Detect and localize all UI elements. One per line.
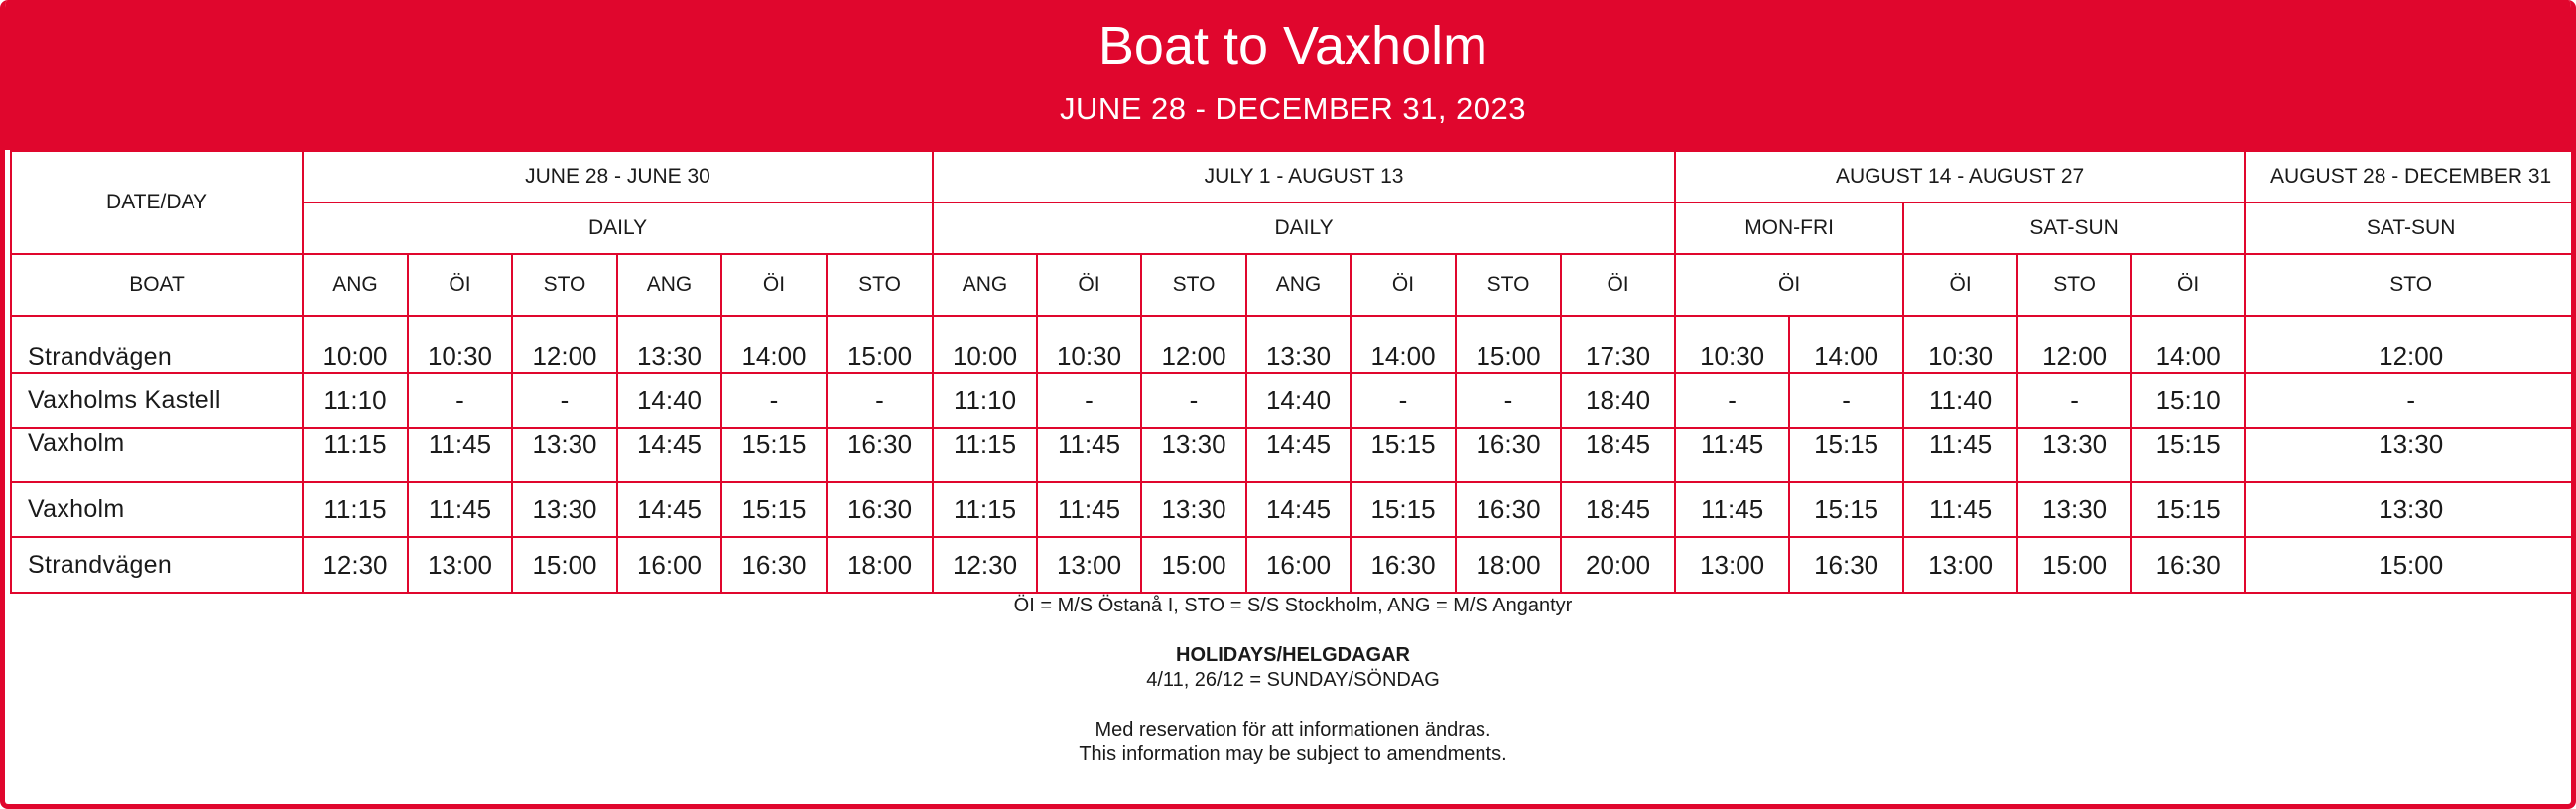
departure-time: 11:10 <box>933 373 1037 428</box>
day-group-cell: MON-FRI <box>1675 202 1903 254</box>
departure-time: 14:00 <box>2131 316 2245 373</box>
day-group-cell: DAILY <box>303 202 933 254</box>
departure-time: 16:00 <box>1246 537 1351 593</box>
day-group-cell: DAILY <box>933 202 1675 254</box>
page-title: Boat to Vaxholm <box>1097 16 1488 75</box>
departure-time: 11:45 <box>1037 482 1141 537</box>
departure-time: 14:00 <box>721 316 827 373</box>
boat-cell: ANG <box>933 254 1037 316</box>
departure-time: 12:30 <box>303 537 408 593</box>
date-day-label: DATE/DAY <box>11 151 303 254</box>
departure-time: 15:15 <box>1789 428 1903 482</box>
boat-cell: STO <box>2017 254 2131 316</box>
departure-time: 15:15 <box>1789 482 1903 537</box>
departure-time: 11:45 <box>408 482 512 537</box>
departure-time: 13:30 <box>512 482 617 537</box>
period-cell: JUNE 28 - JUNE 30 <box>303 151 933 202</box>
departure-time: 10:00 <box>303 316 408 373</box>
boat-legend: ÖI = M/S Östanå I, STO = S/S Stockholm, ANG = M/S Angantyr <box>1013 595 1573 616</box>
departure-time: 11:40 <box>1903 373 2017 428</box>
departure-time: 16:30 <box>1456 428 1561 482</box>
departure-time: 13:30 <box>1246 316 1351 373</box>
departure-time: 13:30 <box>1141 428 1246 482</box>
schedule-row-0 <box>11 316 2576 373</box>
boat-cell: ÖI <box>721 254 827 316</box>
boat-row <box>11 254 2576 316</box>
boat-cell: ÖI <box>2131 254 2245 316</box>
departure-time: 10:30 <box>408 316 512 373</box>
schedule-row-4 <box>11 537 2576 593</box>
departure-time: 14:45 <box>1246 482 1351 537</box>
departure-time: 11:45 <box>1903 428 2017 482</box>
departure-time: 15:15 <box>1351 482 1456 537</box>
boat-cell: ÖI <box>1903 254 2017 316</box>
departure-time: 10:30 <box>1037 316 1141 373</box>
schedule-row-2 <box>11 428 2576 482</box>
departure-time: 13:30 <box>2017 482 2131 537</box>
departure-time: 13:30 <box>2017 428 2131 482</box>
stop-name: Vaxholms Kastell <box>11 373 303 428</box>
departure-time: 14:40 <box>1246 373 1351 428</box>
departure-time: 18:45 <box>1561 482 1675 537</box>
departure-time: 11:15 <box>303 428 408 482</box>
departure-time: 14:45 <box>617 482 721 537</box>
schedule-row-3 <box>11 482 2576 537</box>
departure-time: - <box>721 373 827 428</box>
departure-time: - <box>1037 373 1141 428</box>
departure-time: 13:00 <box>1903 537 2017 593</box>
departure-time: 10:30 <box>1675 316 1789 373</box>
departure-time: 12:00 <box>2017 316 2131 373</box>
departure-time: 16:00 <box>617 537 721 593</box>
boat-cell: STO <box>512 254 617 316</box>
departure-time: 12:00 <box>1141 316 1246 373</box>
boat-cell: STO <box>1141 254 1246 316</box>
timetable-table <box>10 150 2576 594</box>
departure-time: 16:30 <box>2131 537 2245 593</box>
departure-time: - <box>512 373 617 428</box>
boat-cell: STO <box>2245 254 2576 316</box>
departure-time: 14:00 <box>1789 316 1903 373</box>
departure-time: 15:00 <box>827 316 933 373</box>
departure-time: 11:45 <box>1675 428 1789 482</box>
departure-time: 15:15 <box>2131 482 2245 537</box>
departure-time: 18:40 <box>1561 373 1675 428</box>
departure-time: 13:30 <box>512 428 617 482</box>
departure-time: 11:45 <box>408 428 512 482</box>
departure-time: 11:45 <box>1037 428 1141 482</box>
departure-time: 15:00 <box>1456 316 1561 373</box>
departure-time: 13:30 <box>2245 482 2576 537</box>
departure-time: 16:30 <box>721 537 827 593</box>
departure-time: 14:45 <box>1246 428 1351 482</box>
boat-cell: ANG <box>303 254 408 316</box>
departure-time: 16:30 <box>1789 537 1903 593</box>
holidays-title: HOLIDAYS/HELGDAGAR <box>1176 644 1410 666</box>
departure-time: 15:15 <box>2131 428 2245 482</box>
boat-label: BOAT <box>11 254 303 316</box>
boat-cell: STO <box>827 254 933 316</box>
notice-english: This information may be subject to amendments. <box>1079 743 1507 765</box>
boat-cell: ANG <box>617 254 721 316</box>
departure-time: - <box>1351 373 1456 428</box>
holidays-text: 4/11, 26/12 = SUNDAY/SÖNDAG <box>1146 669 1440 691</box>
departure-time: 13:00 <box>1037 537 1141 593</box>
departure-time: - <box>1675 373 1789 428</box>
departure-time: - <box>1789 373 1903 428</box>
boat-cell: ANG <box>1246 254 1351 316</box>
departure-time: - <box>1456 373 1561 428</box>
boat-cell: ÖI <box>1037 254 1141 316</box>
departure-time: 16:30 <box>1351 537 1456 593</box>
schedule-row-1 <box>11 373 2576 428</box>
stop-name: Vaxholm <box>11 482 303 537</box>
departure-time: 11:45 <box>1675 482 1789 537</box>
departure-time: 12:00 <box>2245 316 2576 373</box>
departure-time: 20:00 <box>1561 537 1675 593</box>
day-group-cell: SAT-SUN <box>2245 202 2576 254</box>
timetable-footer <box>5 594 2576 767</box>
stop-name: Strandvägen <box>11 316 303 373</box>
departure-time: 13:30 <box>1141 482 1246 537</box>
boat-cell: ÖI <box>1351 254 1456 316</box>
departure-time: 17:30 <box>1561 316 1675 373</box>
stop-name: Vaxholm <box>11 428 303 482</box>
departure-time: 11:15 <box>933 482 1037 537</box>
departure-time: 16:30 <box>827 482 933 537</box>
boat-cell: STO <box>1456 254 1561 316</box>
departure-time: 12:30 <box>933 537 1037 593</box>
departure-time: - <box>408 373 512 428</box>
period-cell: AUGUST 28 - DECEMBER 31 <box>2245 151 2576 202</box>
departure-time: - <box>1141 373 1246 428</box>
boat-cell: ÖI <box>1675 254 1903 316</box>
departure-time: - <box>2017 373 2131 428</box>
departure-time: 12:00 <box>512 316 617 373</box>
boat-cell: ÖI <box>1561 254 1675 316</box>
departure-time: 11:45 <box>1903 482 2017 537</box>
departure-time: 15:15 <box>721 482 827 537</box>
period-header-row <box>11 151 2576 202</box>
departure-time: 16:30 <box>827 428 933 482</box>
period-cell: AUGUST 14 - AUGUST 27 <box>1675 151 2245 202</box>
notice-swedish: Med reservation för att informationen ändras. <box>1095 719 1491 741</box>
departure-time: 15:00 <box>1141 537 1246 593</box>
departure-time: 15:00 <box>512 537 617 593</box>
departure-time: 16:30 <box>1456 482 1561 537</box>
departure-time: 13:30 <box>617 316 721 373</box>
departure-time: 10:00 <box>933 316 1037 373</box>
departure-time: 15:15 <box>721 428 827 482</box>
day-group-row <box>11 202 2576 254</box>
departure-time: 10:30 <box>1903 316 2017 373</box>
stop-name: Strandvägen <box>11 537 303 593</box>
departure-time: 11:10 <box>303 373 408 428</box>
day-group-cell: SAT-SUN <box>1903 202 2245 254</box>
departure-time: 18:45 <box>1561 428 1675 482</box>
departure-time: 15:00 <box>2017 537 2131 593</box>
date-range-subtitle: JUNE 28 - DECEMBER 31, 2023 <box>1059 91 1527 126</box>
departure-time: 11:15 <box>303 482 408 537</box>
boat-cell: ÖI <box>408 254 512 316</box>
departure-time: 15:15 <box>1351 428 1456 482</box>
departure-time: 13:00 <box>1675 537 1789 593</box>
departure-time: 14:00 <box>1351 316 1456 373</box>
period-cell: JULY 1 - AUGUST 13 <box>933 151 1675 202</box>
departure-time: 18:00 <box>827 537 933 593</box>
departure-time: 14:45 <box>617 428 721 482</box>
departure-time: 15:10 <box>2131 373 2245 428</box>
departure-time: 18:00 <box>1456 537 1561 593</box>
timetable-header <box>5 0 2576 150</box>
departure-time: 13:30 <box>2245 428 2576 482</box>
departure-time: 15:00 <box>2245 537 2576 593</box>
departure-time: - <box>2245 373 2576 428</box>
departure-time: 14:40 <box>617 373 721 428</box>
departure-time: 11:15 <box>933 428 1037 482</box>
departure-time: 13:00 <box>408 537 512 593</box>
departure-time: - <box>827 373 933 428</box>
